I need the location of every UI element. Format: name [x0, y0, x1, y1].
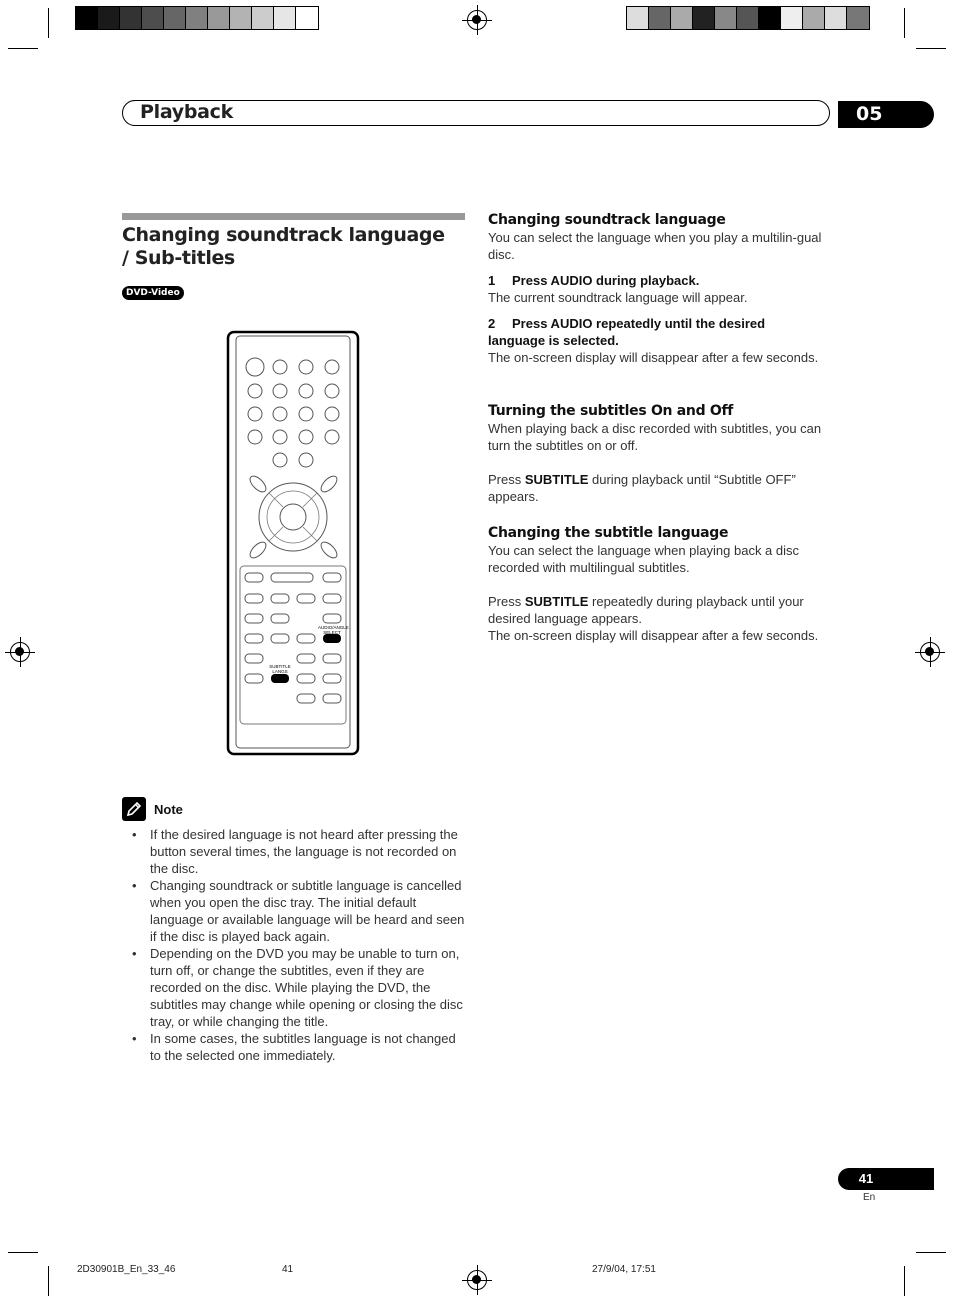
- soundtrack-step-1-desc: The current soundtrack language will appear.: [488, 290, 748, 305]
- chapter-number: 05: [838, 101, 934, 128]
- file-page: 41: [282, 1264, 294, 1275]
- section-rule: [122, 213, 465, 220]
- crop-mark: [916, 48, 946, 49]
- page-number: 41: [838, 1168, 934, 1190]
- registration-mark-icon: [467, 1270, 487, 1290]
- color-bar-left: [75, 6, 319, 30]
- soundtrack-intro: You can select the language when you play a multilin-gual disc.: [488, 230, 822, 262]
- subtitles-onoff-heading: Turning the subtitles On and Off: [488, 403, 734, 419]
- note-label: Note: [154, 802, 183, 817]
- crop-mark: [48, 8, 49, 38]
- audio-button-label: AUDIO/ANGLE SELECT: [318, 625, 349, 635]
- note-item: • If the desired language is not heard after pressing the button several times, the language is not recorded on the disc.: [130, 826, 465, 877]
- color-bar-right: [626, 6, 870, 30]
- crop-mark: [904, 8, 905, 38]
- soundtrack-step-2: 2 Press AUDIO repeatedly until the desired language is selected.: [488, 316, 766, 348]
- crop-mark: [916, 1252, 946, 1253]
- print-timestamp: 27/9/04, 17:51: [592, 1264, 656, 1275]
- file-code: 2D30901B_En_33_46: [77, 1264, 176, 1275]
- subtitles-onoff-section: [488, 403, 823, 505]
- dvd-video-badge: DVD-Video: [122, 286, 184, 300]
- page-language: En: [863, 1192, 876, 1203]
- note-list: [130, 826, 465, 1064]
- soundtrack-section: [488, 212, 823, 366]
- crop-mark: [8, 1252, 38, 1253]
- note-item: • Changing soundtrack or subtitle language is cancelled when you open the disc tray. The initial default language or available language will be heard and seen if the disc is played back again.: [130, 877, 465, 945]
- crop-mark: [904, 1266, 905, 1296]
- subtitle-language-section: [488, 525, 823, 644]
- remote-control-illustration: [226, 330, 360, 758]
- registration-mark-icon: [467, 10, 487, 30]
- section-title: Changing soundtrack language / Sub-titles: [122, 224, 445, 269]
- subtitle-language-desc: The on-screen display will disappear after a few seconds.: [488, 628, 819, 643]
- subtitles-onoff-instruction: Press SUBTITLE during playback until “Subtitle OFF” appears.: [488, 472, 796, 504]
- subtitle-language-instruction: Press SUBTITLE repeatedly during playback until your desired language appears.: [488, 594, 804, 626]
- subtitle-language-intro: You can select the language when playing back a disc recorded with multilingual subtitles.: [488, 543, 800, 575]
- pencil-note-icon: [122, 797, 146, 821]
- registration-mark-icon: [920, 642, 940, 662]
- subtitle-language-heading: Changing the subtitle language: [488, 525, 729, 541]
- registration-mark-icon: [10, 642, 30, 662]
- soundtrack-step-1: 1 Press AUDIO during playback.: [488, 273, 700, 288]
- subtitle-button-label: SUBTITLE LANGS: [269, 664, 291, 674]
- page-title: Playback: [140, 101, 233, 123]
- note-item: • Depending on the DVD you may be unable to turn on, turn off, or change the subtitles, even if they are recorded on the disc. While playing the DVD, the subtitles may change while opening or closing the disc tray, or while changing the title.: [130, 945, 465, 1030]
- crop-mark: [8, 48, 38, 49]
- note-item: • In some cases, the subtitles language is not changed to the selected one immediately.: [130, 1030, 465, 1064]
- soundtrack-heading: Changing soundtrack language: [488, 212, 726, 228]
- crop-mark: [48, 1266, 49, 1296]
- subtitles-onoff-intro: When playing back a disc recorded with subtitles, you can turn the subtitles on or off.: [488, 421, 822, 453]
- soundtrack-step-2-desc: The on-screen display will disappear after a few seconds.: [488, 350, 819, 365]
